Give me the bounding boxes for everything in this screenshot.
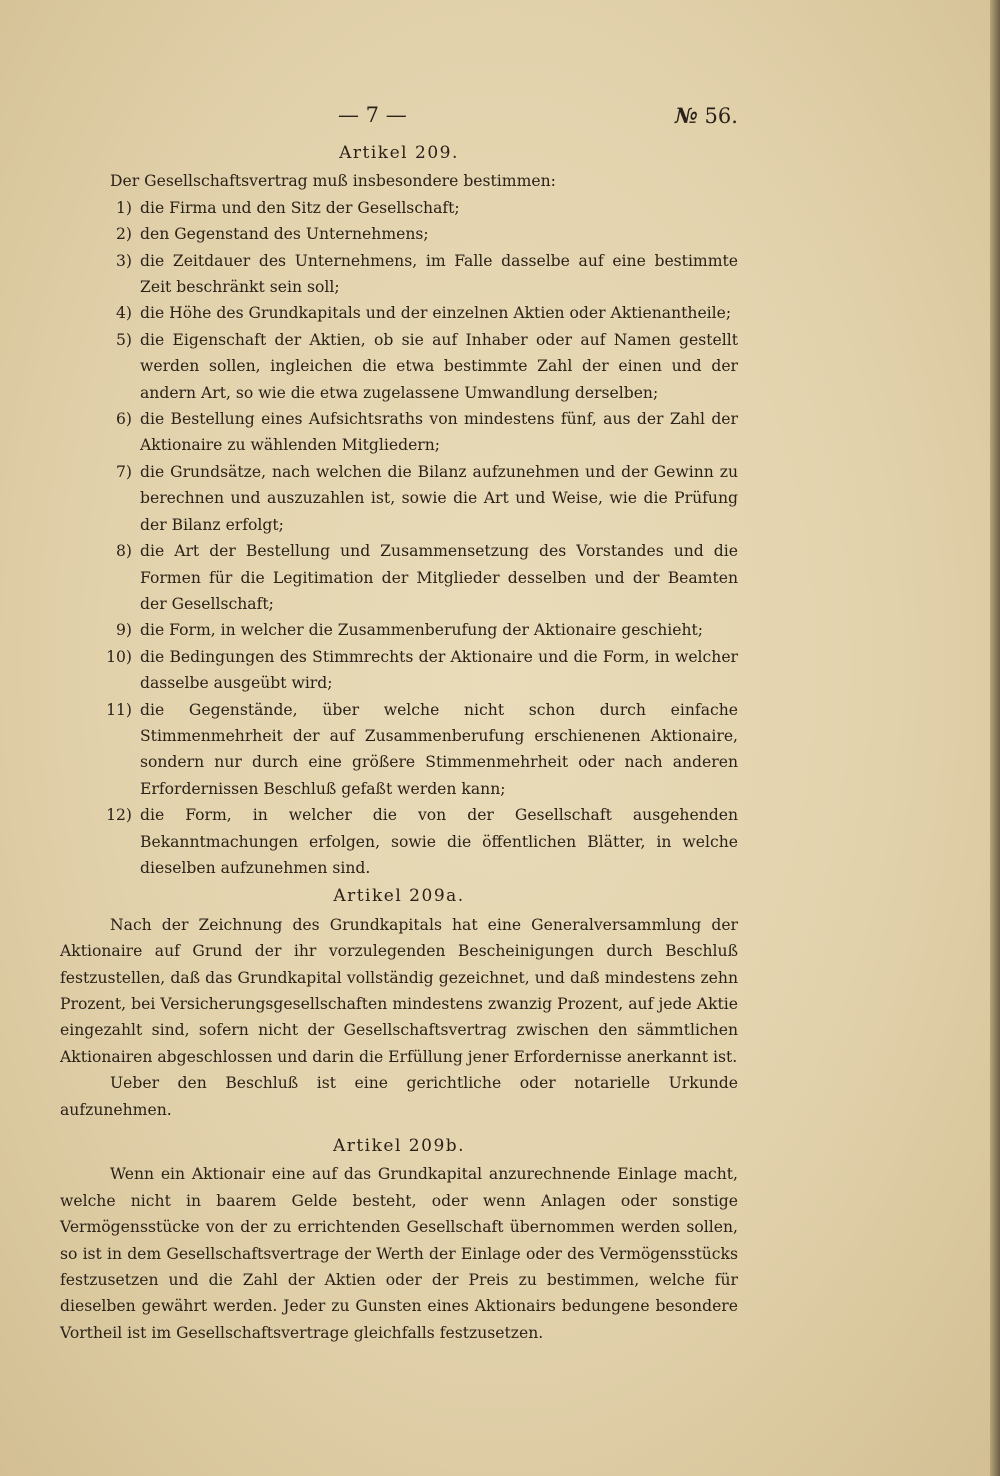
article-209b-paragraph: Wenn ein Aktionair eine auf das Grundkapital anzurechnende Einlage macht, welche nicht in baarem Gelde besteht, oder wenn Anlagen oder sonstige Vermögensstücke von der zu errichtenden Gesellschaft übernommen werden sollen, so ist in dem Gesellschaftsvertrage der Werth der Einlage oder des Vermögensstücks festzusetzen und die Zahl der Aktien oder der Preis zu bestimmen, welche für dieselben gewährt werden. Jeder zu Gunsten eines Aktionairs bedungene besondere Vortheil ist im Gesellschaftsvertrage gleichfalls festzusetzen. (60, 1165, 738, 1342)
list-item (60, 802, 738, 881)
list-item (60, 221, 738, 247)
article-209b-title: Artikel 209b. (332, 1136, 466, 1157)
item-number: 1) (115, 198, 132, 217)
list-item (60, 327, 738, 406)
article-209-intro: Der Gesellschaftsvertrag muß insbesondere bestimmen: (110, 172, 556, 191)
article-209-title: Artikel 209. (339, 143, 459, 163)
article-209a-paragraph: Nach der Zeichnung des Grundkapitals hat eine Generalversammlung der Aktionaire auf Grund der ihr vorzulegenden Bescheinigungen durch Beschluß festzustellen, daß das Grundkapital vollständig gezeichnet, und daß mindestens zehn Prozent, bei Versicherungsgesellschaften mindestens zwanzig Prozent, auf jede Aktie eingezahlt sind, sofern nicht der Gesellschaftsvertrag zwischen den sämmtlichen Aktionairen abgeschlossen und darin die Erfüllung jener Erfordernisse anerkannt ist. (60, 915, 738, 1066)
item-number: 10) (106, 647, 132, 666)
section-gap (60, 1123, 738, 1131)
item-text: die Gegenstände, über welche nicht schon durch einfache Stimmenmehrheit der auf Zusammenberufung erschienenen Aktionaire, sondern nur durch eine größere Stimmenmehrheit oder nach anderen Erfordernissen Beschluß gefaßt werden kann; (140, 700, 738, 798)
item-number: 12) (106, 806, 132, 825)
page-edge-shadow (990, 0, 1000, 1476)
article-209a-title: Artikel 209a. (333, 886, 465, 907)
list-item (60, 697, 738, 803)
issue-symbol: № (675, 103, 698, 128)
item-text: die Firma und den Sitz der Gesellschaft; (140, 198, 460, 217)
list-item (60, 248, 738, 301)
list-item (60, 195, 738, 221)
issue-number (675, 103, 738, 128)
item-number: 9) (115, 621, 132, 640)
item-number: 2) (115, 225, 132, 244)
item-number: 7) (115, 462, 132, 481)
item-text: die Grundsätze, nach welchen die Bilanz aufzunehmen und der Gewinn zu berechnen und auszuzahlen ist, sowie die Art und Weise, wie die Prüfung der Bilanz erfolgt; (140, 462, 738, 534)
page-header (0, 103, 1000, 137)
item-text: die Bestellung eines Aufsichtsraths von mindestens fünf, aus der Zahl der Aktionaire zu wählenden Mitgliedern; (140, 410, 738, 455)
list-item (60, 300, 738, 326)
item-number: 6) (115, 410, 132, 429)
item-number: 5) (115, 330, 132, 349)
list-item (60, 644, 738, 697)
item-number: 4) (115, 304, 132, 323)
item-text: den Gegenstand des Unternehmens; (140, 225, 429, 244)
list-item (60, 538, 738, 617)
page-number: — 7 — (338, 103, 407, 127)
item-text: die Art der Bestellung und Zusammensetzung des Vorstandes und die Formen für die Legitimation der Mitglieder desselben und der Beamten der Gesellschaft; (140, 542, 738, 613)
item-text: die Form, in welcher die Zusammenberufung der Aktionaire geschieht; (140, 621, 704, 640)
item-text: die Form, in welcher die von der Gesellschaft ausgehenden Bekanntmachungen erfolgen, sowie die öffentlichen Blätter, in welche dieselben aufzunehmen sind. (140, 806, 738, 877)
list-item (60, 459, 738, 538)
list-item (60, 406, 738, 459)
item-text: die Eigenschaft der Aktien, ob sie auf Inhaber oder auf Namen gestellt werden sollen, ingleichen die etwa bestimmte Zahl der einen und der andern Art, so wie die etwa zugelassene Umwandlung derselben; (140, 330, 738, 402)
article-209-items (60, 195, 738, 882)
article-209a-paragraph: Ueber den Beschluß ist eine gerichtliche oder notarielle Urkunde aufzunehmen. (60, 1074, 738, 1119)
item-text: die Zeitdauer des Unternehmens, im Falle dasselbe auf eine bestimmte Zeit beschränkt sein soll; (140, 251, 738, 297)
list-item (60, 617, 738, 643)
item-number: 8) (115, 542, 132, 561)
item-text: die Bedingungen des Stimmrechts der Aktionaire und die Form, in welcher dasselbe ausgeübt wird; (140, 647, 738, 693)
document-body (60, 138, 738, 1346)
issue-number-value: 56. (704, 104, 738, 128)
item-number: 3) (115, 251, 132, 270)
item-text: die Höhe des Grundkapitals und der einzelnen Aktien oder Aktienantheile; (140, 304, 732, 323)
item-number: 11) (106, 700, 132, 719)
